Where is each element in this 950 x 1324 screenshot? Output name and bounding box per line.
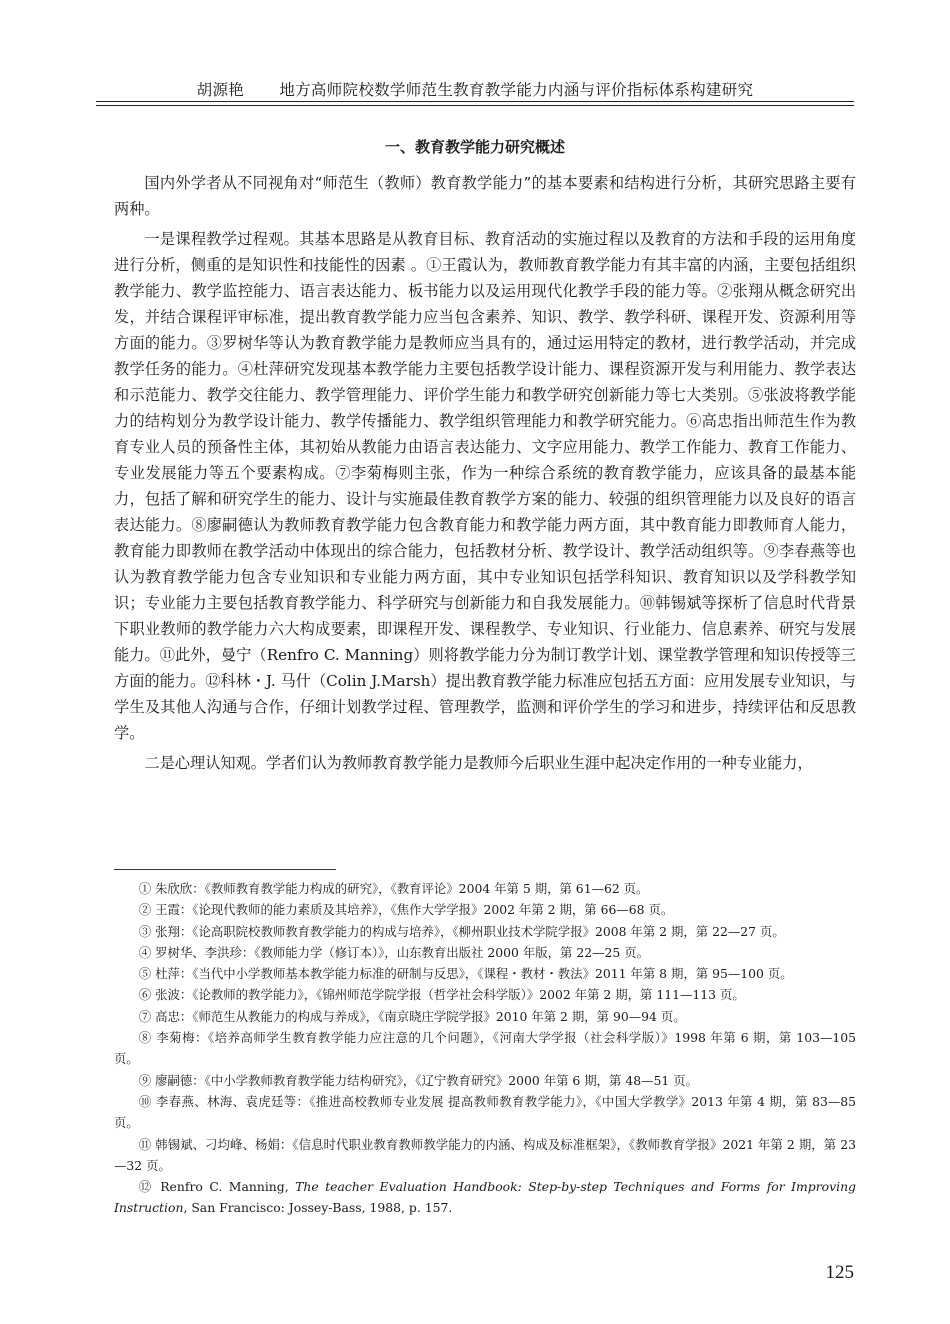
header-author: 胡源艳: [196, 81, 245, 99]
footnote-11: ⑪ 韩锡斌、刁均峰、杨娟：《信息时代职业教育教师教学能力的内涵、构成及标准框架》，《教师教育学报》2021 年第 2 期，第 23—32 页。: [114, 1136, 856, 1173]
header-title: 地方高师院校数学师范生教育教学能力内涵与评价指标体系构建研究: [279, 81, 754, 99]
footnote-12-prefix: ⑫ Renfro C. Manning,: [138, 1179, 296, 1195]
section-title: 一、教育教学能力研究概述: [384, 138, 565, 156]
footnote-7: ⑦ 高忠：《师范生从教能力的构成与养成》，《南京晓庄学院学报》2010 年第 2 期，第 90—94 页。: [138, 1008, 686, 1024]
footnote-6: ⑥ 张波：《论教师的教学能力》，《锦州师范学院学报（哲学社会科学版）》2002 年第 2 期，第 111—113 页。: [138, 987, 745, 1003]
footnote-4: ④ 罗树华、李洪珍：《教师能力学（修订本）》，山东教育出版社 2000 年版，第 22—25 页。: [138, 944, 650, 960]
page-number: 125: [825, 1262, 854, 1283]
footnote-rule: [114, 869, 336, 870]
footnote-12-book-title: The teacher Evaluation Handbook: Step-by-step Techniques and Forms for Improving Instruction: [114, 1179, 856, 1216]
body-text: [114, 170, 856, 780]
footnotes: [114, 878, 856, 1219]
footnote-1: ① 朱欣欣：《教师教育教学能力构成的研究》，《教育评论》2004 年第 5 期，第 61—62 页。: [138, 881, 649, 896]
footnote-2: ② 王霞：《论现代教师的能力素质及其培养》，《焦作大学学报》2002 年第 2 期，第 66—68 页。: [138, 902, 674, 918]
footnote-12-suffix: , San Francisco: Jossey-Bass, 1988, p. 157.: [183, 1200, 453, 1216]
footnote-9: ⑨ 廖嗣德：《中小学教师教育教学能力结构研究》，《辽宁教育研究》2000 年第 6 期，第 48—51 页。: [138, 1072, 699, 1088]
paragraph-3: 二是心理认知观。学者们认为教师教育教学能力是教师今后职业生涯中起决定作用的一种专业能力，: [144, 754, 813, 772]
footnote-8: ⑧ 李菊梅：《培养高师学生教育教学能力应注意的几个问题》，《河南大学学报（社会科学版）》1998 年第 6 期，第 103—105 页。: [114, 1030, 856, 1067]
footnote-3: ③ 张翔：《论高职院校教师教育教学能力的构成与培养》，《柳州职业技术学院学报》2008 年第 2 期，第 22—27 页。: [138, 923, 785, 939]
paragraph-1: 国内外学者从不同视角对“师范生（教师）教育教学能力”的基本要素和结构进行分析，其研究思路主要有两种。: [114, 174, 856, 218]
footnote-10: ⑩ 李春燕、林海、袁虎廷等：《推进高校教师专业发展 提高教师教育教学能力》，《中国大学教学》2013 年第 4 期，第 83—85 页。: [114, 1093, 856, 1131]
footnote-12: [114, 1176, 856, 1219]
footnote-5: ⑤ 杜萍：《当代中小学教师基本教学能力标准的研制与反思》，《课程・教材・教法》2011 年第 8 期，第 95—100 页。: [138, 966, 793, 982]
header-rule-thick: [96, 101, 854, 102]
paragraph-2: 一是课程教学过程观。其基本思路是从教育目标、教育活动的实施过程以及教育的方法和手段的运用角度进行分析，侧重的是知识性和技能性的因素 。①王霞认为，教师教育教学能力有其丰富的内涵，主要包括组织教学能力、教学监控能力、语言表达能力、板书能力以及运用现代化教学手段的能力等。②张翔从概念研究出发，并结合课程评审标准，提出教育教学能力应当包含素养、知识、教学、教学科研、课程开发、资源利用等方面的能力。③罗树华等认为教育教学能力是教师应当具有的，通过运用特定的教材，进行教学活动，并完成教学任务的能力。④杜萍研究发现基本教学能力主要包括教学设计能力、课程资源开发与利用能力、教学表达和示范能力、教学交往能力、教学管理能力、评价学生能力和教学研究创新能力等七大类别。⑤张波将教学能力的结构划分为教学设计能力、教学传播能力、教学组织管理能力和教学研究能力。⑥高忠指出师范生作为教育专业人员的预备性主体，其初始从教能力由语言表达能力、文字应用能力、教学工作能力、教育工作能力、专业发展能力等五个要素构成。⑦李菊梅则主张，作为一种综合系统的教育教学能力，应该具备的最基本能力，包括了解和研究学生的能力、设计与实施最佳教育教学方案的能力、较强的组织管理能力以及良好的语言表达能力。⑧廖嗣德认为教师教育教学能力包含教育能力和教学能力两方面，其中教育能力即教师育人能力，教育能力即教师在教学活动中体现出的综合能力，包括教材分析、教学设计、教学活动组织等。⑨李春燕等也认为教育教学能力包含专业知识和专业能力两方面，其中专业知识包括学科知识、教育知识以及学科教学知识；专业能力主要包括教育教学能力、科学研究与创新能力和自我发展能力。⑩韩锡斌等探析了信息时代背景下职业教师的教学能力六大构成要素，即课程开发、课程教学、专业知识、行业能力、信息素养、研究与发展能力。⑪此外，曼宁（Renfro C. Manning）则将教学能力分为制订教学计划、课堂教学管理和知识传授等三方面的能力。⑫科林・J. 马什（Colin J.Marsh）提出教育教学能力标准应包括五方面：应用发展专业知识，与学生及其他人沟通与合作，仔细计划教学过程、管理教学，监测和评价学生的学习和进步，持续评估和反思教学。: [114, 230, 856, 742]
running-header: [0, 78, 950, 100]
header-rule-thin: [96, 105, 854, 106]
